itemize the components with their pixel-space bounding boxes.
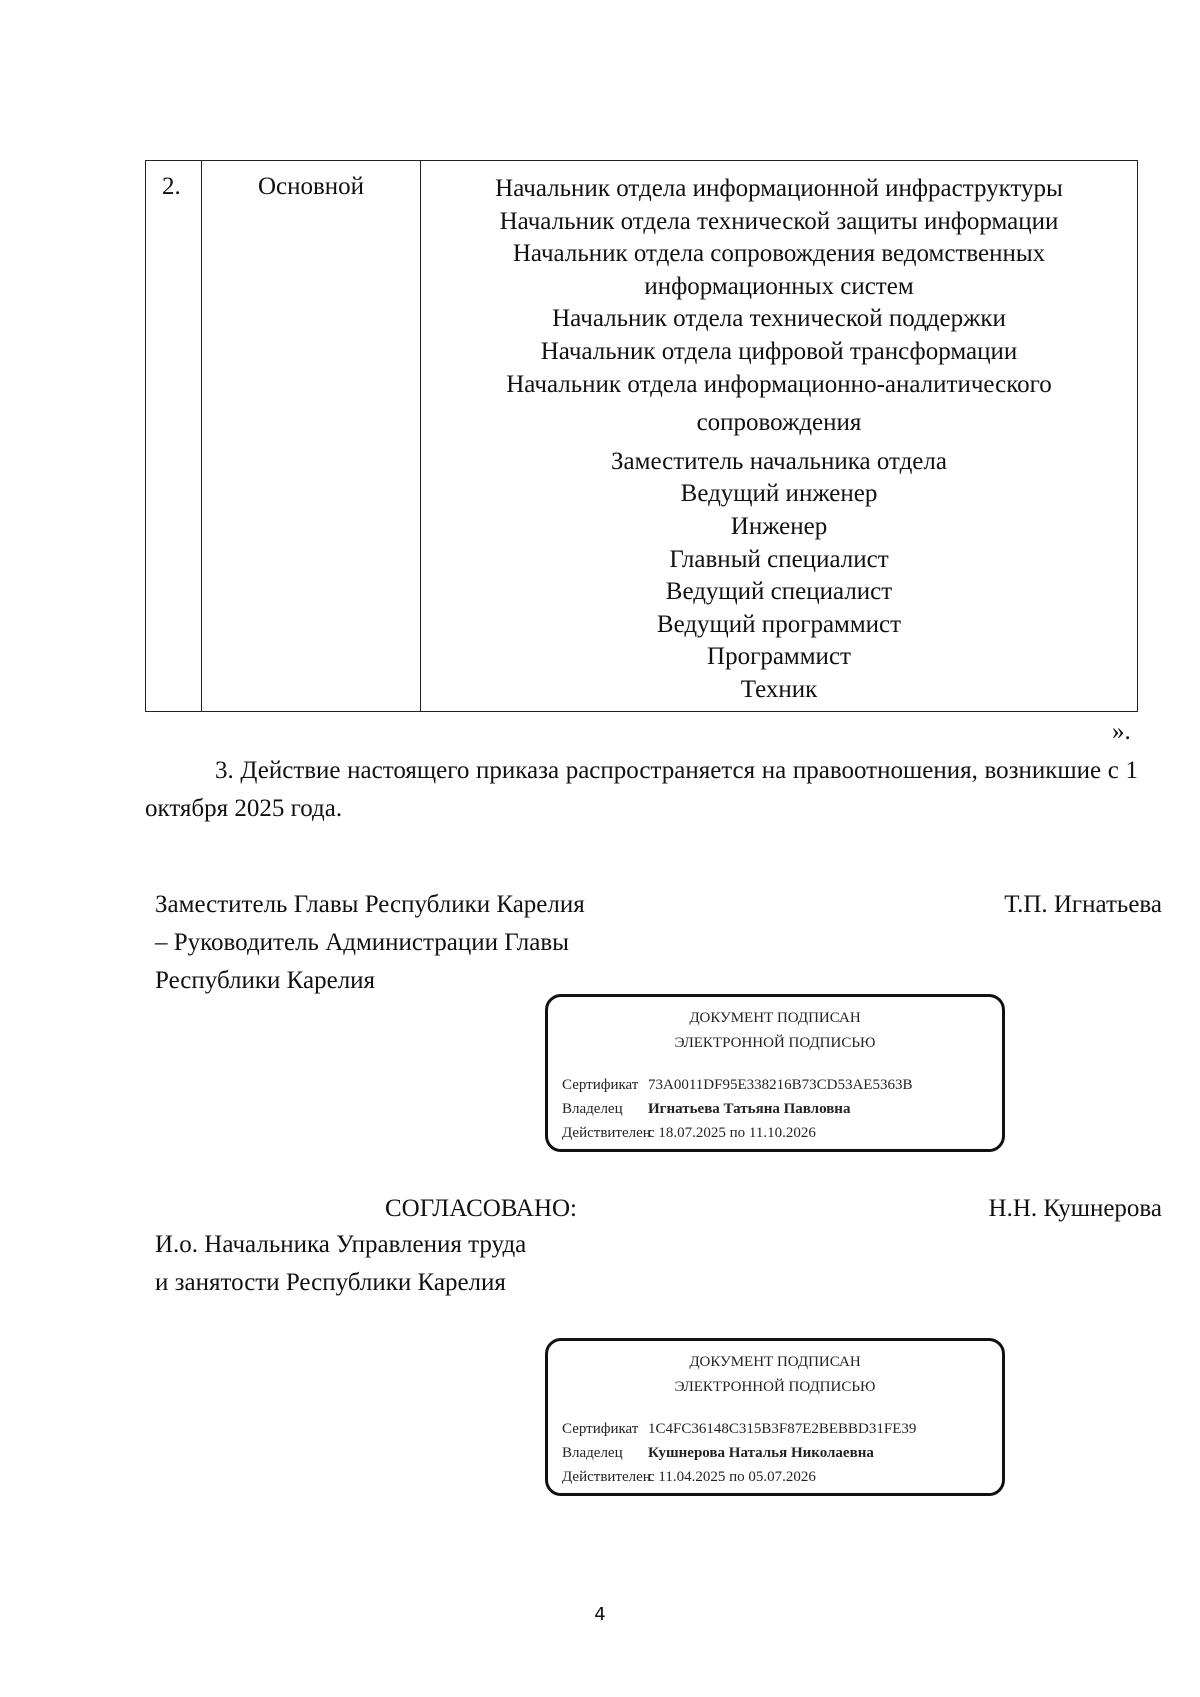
stamp-certificate <box>562 1418 916 1440</box>
table-cell-number <box>146 161 202 711</box>
list-item: Заместитель начальника отдела <box>611 447 947 475</box>
stamp-label: Владелец <box>562 1445 623 1461</box>
signatory-title-line: – Руководитель Администрации Главы <box>155 929 569 956</box>
stamp-label: Владелец <box>562 1101 623 1117</box>
stamp-value: с 11.04.2025 по 05.07.2026 <box>648 1469 816 1485</box>
stamp-label: Действителен <box>562 1125 651 1141</box>
signatory-title <box>155 886 585 1000</box>
table-cell-type <box>202 161 421 711</box>
page-number: 4 <box>594 1604 606 1625</box>
list-item: информационных систем <box>644 272 914 300</box>
list-item: Ведущий программист <box>656 610 902 638</box>
closing-quote: ». <box>1112 718 1131 745</box>
agreed-title-line: И.о. Начальника Управления труда <box>155 1231 527 1258</box>
list-item: Программист <box>707 643 851 671</box>
list-item: Начальник отдела информационно-аналитического <box>506 370 1052 398</box>
signatory-title-line: Республики Карелия <box>155 967 376 994</box>
positions-list <box>421 173 1137 707</box>
list-item: Инженер <box>730 512 828 540</box>
stamp-certificate <box>562 1074 912 1096</box>
stamp-label: Сертификат <box>562 1421 639 1437</box>
signatory-title-line: Заместитель Главы Республики Карелия <box>155 891 585 918</box>
list-item: Начальник отдела сопровождения ведомственных <box>512 240 1046 268</box>
paragraph-3: 3. Действие настоящего приказа распространяется на правоотношения, возникшие с 1 октября 2025 года. <box>145 757 1138 822</box>
list-item: Начальник отдела цифровой трансформации <box>540 337 1018 365</box>
stamp-title: ЭЛЕКТРОННОЙ ПОДПИСЬЮ <box>674 1035 876 1051</box>
list-item: сопровождения <box>696 409 862 437</box>
row-type: Основной <box>257 173 365 200</box>
stamp-validity <box>562 1122 816 1144</box>
e-signature-stamp <box>545 1338 1005 1496</box>
list-item: Начальник отдела технической поддержки <box>552 305 1006 333</box>
stamp-validity <box>562 1466 816 1488</box>
list-item: Начальник отдела информационной инфраструктуры <box>495 175 1063 202</box>
agreed-name: Н.Н. Кушнерова <box>988 1195 1162 1222</box>
positions-table <box>145 160 1138 712</box>
stamp-value: Игнатьева Татьяна Павловна <box>648 1101 851 1117</box>
stamp-value: 73A0011DF95E338216B73CD53AE5363B <box>648 1077 913 1093</box>
list-item: Ведущий инженер <box>680 480 878 508</box>
stamp-owner <box>562 1098 850 1120</box>
agreed-title-line: и занятости Республики Карелия <box>155 1269 506 1296</box>
row-number: 2. <box>162 173 181 200</box>
list-item: Начальник отдела технической защиты информации <box>499 207 1059 235</box>
agreed-title <box>155 1226 526 1302</box>
table-cell-positions <box>421 161 1137 711</box>
list-item: Ведущий специалист <box>665 578 893 606</box>
stamp-title: ДОКУМЕНТ ПОДПИСАН <box>689 1010 861 1026</box>
stamp-title: ЭЛЕКТРОННОЙ ПОДПИСЬЮ <box>674 1379 876 1395</box>
stamp-value: с 18.07.2025 по 11.10.2026 <box>648 1125 816 1141</box>
agreed-heading: СОГЛАСОВАНО: <box>385 1195 578 1222</box>
stamp-value: 1C4FC36148C315B3F87E2BEBBD31FE39 <box>648 1421 917 1437</box>
e-signature-stamp <box>545 994 1005 1152</box>
stamp-value: Кушнерова Наталья Николаевна <box>648 1445 874 1461</box>
list-item: Главный специалист <box>669 545 889 573</box>
stamp-owner <box>562 1442 874 1464</box>
signatory-name: Т.П. Игнатьева <box>1004 891 1162 918</box>
stamp-label: Действителен <box>562 1469 651 1485</box>
stamp-label: Сертификат <box>562 1077 639 1093</box>
stamp-title: ДОКУМЕНТ ПОДПИСАН <box>689 1354 861 1370</box>
list-item: Техник <box>740 675 818 703</box>
